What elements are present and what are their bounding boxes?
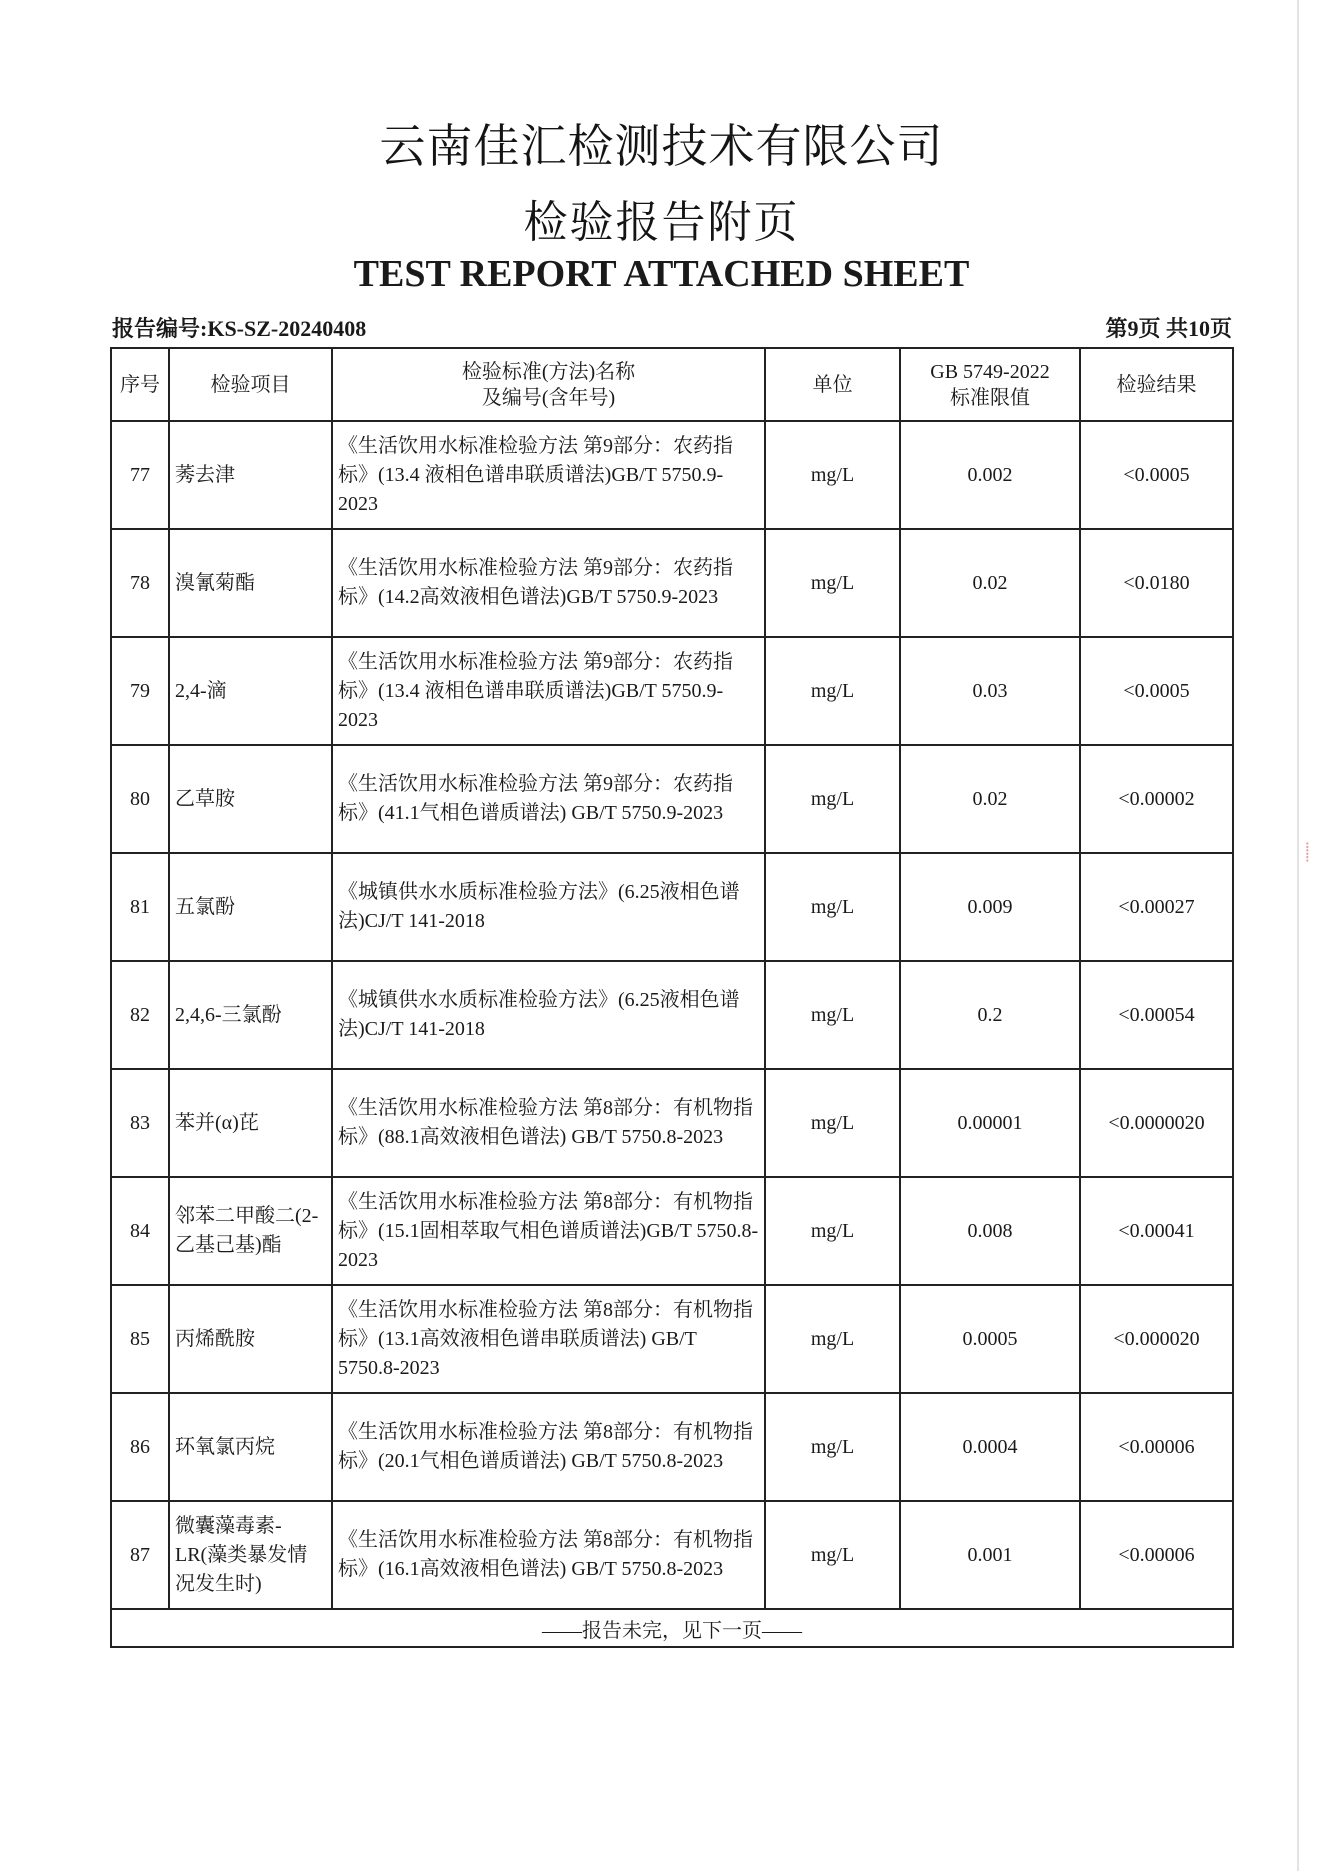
row-number: 79: [111, 637, 169, 745]
row-item: 2,4,6-三氯酚: [169, 961, 332, 1069]
row-item: 乙草胺: [169, 745, 332, 853]
row-method: 《城镇供水水质标准检验方法》(6.25液相色谱法)CJ/T 141-2018: [332, 853, 765, 961]
row-method: 《生活饮用水标准检验方法 第8部分：有机物指标》(20.1气相色谱质谱法) GB/T 5750.8-2023: [332, 1393, 765, 1501]
seal-fragment: ⸽: [1305, 842, 1310, 863]
row-result: <0.00027: [1080, 853, 1233, 961]
row-item: 苯并(α)芘: [169, 1069, 332, 1177]
table-row: [111, 1285, 1233, 1393]
row-item: 2,4-滴: [169, 637, 332, 745]
table-row: [111, 853, 1233, 961]
row-method: 《生活饮用水标准检验方法 第9部分：农药指标》(13.4 液相色谱串联质谱法)GB/T 5750.9-2023: [332, 637, 765, 745]
row-number: 85: [111, 1285, 169, 1393]
row-method: 《城镇供水水质标准检验方法》(6.25液相色谱法)CJ/T 141-2018: [332, 961, 765, 1069]
table-row: [111, 961, 1233, 1069]
report-title-english: TEST REPORT ATTACHED SHEET: [353, 253, 970, 295]
row-limit: 0.0004: [900, 1393, 1080, 1501]
row-unit: mg/L: [765, 1501, 900, 1609]
row-result: <0.00041: [1080, 1177, 1233, 1285]
row-unit: mg/L: [765, 1393, 900, 1501]
table-row: [111, 745, 1233, 853]
row-item: 丙烯酰胺: [169, 1285, 332, 1393]
row-result: <0.00002: [1080, 745, 1233, 853]
row-result: <0.00006: [1080, 1393, 1233, 1501]
table-row: [111, 421, 1233, 529]
results-table: [110, 347, 1234, 1648]
row-result: <0.00054: [1080, 961, 1233, 1069]
row-number: 84: [111, 1177, 169, 1285]
row-unit: mg/L: [765, 421, 900, 529]
row-unit: mg/L: [765, 1069, 900, 1177]
table-row: [111, 1177, 1233, 1285]
table-header-row: [111, 348, 1233, 421]
company-name: 云南佳汇检测技术有限公司: [379, 119, 944, 173]
row-limit: 0.03: [900, 637, 1080, 745]
report-subtitle: 检验报告附页: [523, 197, 800, 248]
row-unit: mg/L: [765, 961, 900, 1069]
report-number: 报告编号:KS-SZ-20240408: [112, 316, 367, 341]
row-method: 《生活饮用水标准检验方法 第9部分：农药指标》(41.1气相色谱质谱法) GB/T 5750.9-2023: [332, 745, 765, 853]
row-number: 81: [111, 853, 169, 961]
row-limit: 0.02: [900, 745, 1080, 853]
row-number: 82: [111, 961, 169, 1069]
row-number: 80: [111, 745, 169, 853]
row-item: 莠去津: [169, 421, 332, 529]
row-limit: 0.009: [900, 853, 1080, 961]
row-item: 环氧氯丙烷: [169, 1393, 332, 1501]
row-number: 83: [111, 1069, 169, 1177]
row-unit: mg/L: [765, 529, 900, 637]
row-number: 77: [111, 421, 169, 529]
row-result: <0.0005: [1080, 421, 1233, 529]
table-row: [111, 1501, 1233, 1609]
row-limit: 0.00001: [900, 1069, 1080, 1177]
row-item: 微囊藻毒素-LR(藻类暴发情况发生时): [169, 1501, 332, 1609]
row-result: <0.000020: [1080, 1285, 1233, 1393]
header-unit: 单位: [765, 348, 900, 421]
row-item: 五氯酚: [169, 853, 332, 961]
row-number: 78: [111, 529, 169, 637]
table-footer-row: [111, 1609, 1233, 1647]
row-method: 《生活饮用水标准检验方法 第9部分：农药指标》(13.4 液相色谱串联质谱法)GB/T 5750.9-2023: [332, 421, 765, 529]
row-limit: 0.02: [900, 529, 1080, 637]
row-result: <0.0005: [1080, 637, 1233, 745]
row-unit: mg/L: [765, 745, 900, 853]
table-row: [111, 1069, 1233, 1177]
row-method: 《生活饮用水标准检验方法 第8部分：有机物指标》(16.1高效液相色谱法) GB/T 5750.8-2023: [332, 1501, 765, 1609]
report-continued-note: ——报告未完，见下一页——: [111, 1609, 1233, 1647]
row-method: 《生活饮用水标准检验方法 第8部分：有机物指标》(88.1高效液相色谱法) GB/T 5750.8-2023: [332, 1069, 765, 1177]
row-method: 《生活饮用水标准检验方法 第9部分：农药指标》(14.2高效液相色谱法)GB/T 5750.9-2023: [332, 529, 765, 637]
row-limit: 0.0005: [900, 1285, 1080, 1393]
row-unit: mg/L: [765, 637, 900, 745]
row-method: 《生活饮用水标准检验方法 第8部分：有机物指标》(13.1高效液相色谱串联质谱法) GB/T 5750.8-2023: [332, 1285, 765, 1393]
row-unit: mg/L: [765, 1285, 900, 1393]
row-limit: 0.008: [900, 1177, 1080, 1285]
header-no: 序号: [111, 348, 169, 421]
table-row: [111, 637, 1233, 745]
page-indicator: 第9页 共10页: [1105, 316, 1232, 341]
row-item: 邻苯二甲酸二(2-乙基己基)酯: [169, 1177, 332, 1285]
row-unit: mg/L: [765, 1177, 900, 1285]
table-row: [111, 1393, 1233, 1501]
header-result: 检验结果: [1080, 348, 1233, 421]
row-result: <0.0180: [1080, 529, 1233, 637]
row-limit: 0.2: [900, 961, 1080, 1069]
row-limit: 0.001: [900, 1501, 1080, 1609]
row-number: 86: [111, 1393, 169, 1501]
header-method: 检验标准(方法)名称 及编号(含年号): [332, 348, 765, 421]
row-result: <0.00006: [1080, 1501, 1233, 1609]
row-unit: mg/L: [765, 853, 900, 961]
row-number: 87: [111, 1501, 169, 1609]
row-method: 《生活饮用水标准检验方法 第8部分：有机物指标》(15.1固相萃取气相色谱质谱法)GB/T 5750.8-2023: [332, 1177, 765, 1285]
row-item: 溴氰菊酯: [169, 529, 332, 637]
table-row: [111, 529, 1233, 637]
row-limit: 0.002: [900, 421, 1080, 529]
header-limit: GB 5749-2022 标准限值: [900, 348, 1080, 421]
header-item: 检验项目: [169, 348, 332, 421]
row-result: <0.0000020: [1080, 1069, 1233, 1177]
